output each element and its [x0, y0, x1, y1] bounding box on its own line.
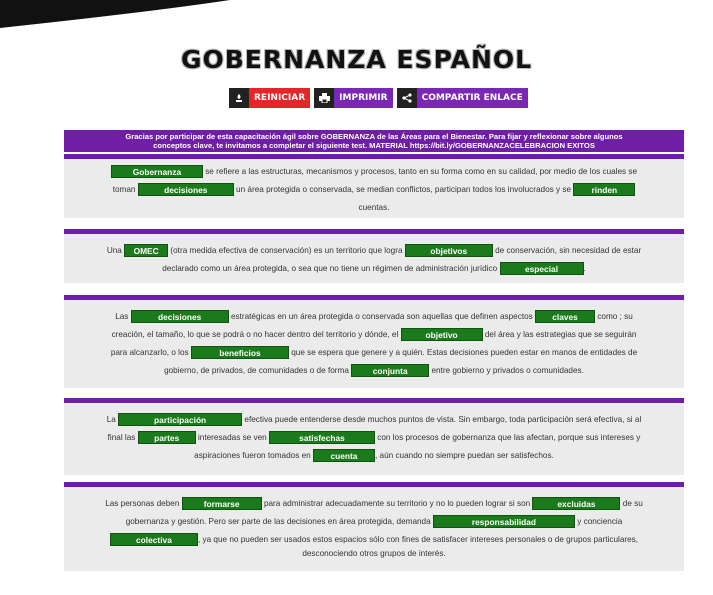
card-text: y conciencia	[577, 517, 623, 526]
intro-line: Gracias por participar de esta capacitación ágil sobre GOBERNANZA de las Áreas para el Bienestar. Para fijar y reflexionar sobre algunos	[125, 132, 623, 141]
card-text: estratégicas en un área protegida o conservada son aquellas que definen aspectos	[230, 312, 533, 321]
card-text: de conservación, sin necesidad de estar	[495, 246, 642, 255]
card-text: un área protegida o conservada, se median conflictos, participan todos los involucrados y se	[236, 185, 572, 194]
card-text: para administrar adecuadamente su territorio y no lo pueden lograr si son	[263, 499, 531, 508]
card-text: gobierno, de privados, de comunidades o de forma	[164, 366, 349, 375]
card-text: cuentas.	[358, 203, 390, 212]
card-text: aspiraciones fueron tomados en	[194, 451, 311, 460]
card-text: que se espera que genere y a quién. Estas decisiones pueden estar en manos de entidades de	[291, 348, 638, 357]
card-text: entre gobierno y privados o comunidades.	[431, 366, 584, 375]
card-text: Una	[106, 246, 122, 255]
card-text: gobernanza y gestión. Pero ser parte de las decisiones en área protegida, demanda	[125, 517, 431, 526]
answer-blank[interactable]: decisiones	[131, 310, 229, 323]
answer-blank[interactable]: claves	[535, 310, 595, 323]
card-text: interesadas se ven	[197, 433, 267, 442]
answer-blank[interactable]: rinden	[573, 183, 635, 196]
answer-blank[interactable]: formarse	[182, 497, 262, 510]
card-text: del área y las estrategias que se seguirán	[484, 330, 637, 339]
answer-blank[interactable]: colectiva	[110, 533, 198, 546]
print-button[interactable]	[314, 88, 392, 108]
share-link-button[interactable]	[397, 88, 528, 108]
card-text: como ; su	[597, 312, 633, 321]
answer-blank[interactable]: especial	[500, 262, 584, 275]
answer-blank[interactable]: Gobernanza	[111, 165, 203, 178]
card-text: .	[583, 264, 586, 273]
answer-blank[interactable]: objetivo	[401, 328, 483, 341]
card-text: , aún cuando no siempre puedan ser satisfechos.	[374, 451, 554, 460]
answer-blank[interactable]: responsabilidad	[433, 515, 575, 528]
card-text: efectiva puede entenderse desde muchos puntos de vista. Sin embargo, toda participación será efectiva, si al	[244, 415, 642, 424]
print-button-label: IMPRIMIR	[334, 88, 392, 108]
question-card-5	[64, 482, 684, 571]
answer-blank[interactable]: partes	[138, 431, 196, 444]
card-text: , ya que no pueden ser usados estos espacios sólo con fines de satisfacer intereses personales o de grupos particulares,	[197, 535, 639, 544]
card-text: para alcanzarlo, o los	[110, 348, 189, 357]
answer-blank[interactable]: cuenta	[313, 449, 375, 462]
intro-line: conceptos clave, te invitamos a completar el siguiente test. MATERIAL https://bit.ly/GOBERNANZACELEBRACION EXITOS	[153, 141, 595, 150]
card-text: con los procesos de gobernanza que las afectan, porque sus intereses y	[377, 433, 641, 442]
answer-blank[interactable]: objetivos	[405, 244, 493, 257]
card-text: se refiere a las estructuras, mecanismos y procesos, tanto en su forma como en su calidad, por medio de los cuales se	[205, 167, 638, 176]
reset-button-label: REINICIAR	[249, 88, 310, 108]
answer-blank[interactable]: OMEC	[124, 244, 168, 257]
answer-blank[interactable]: beneficios	[191, 346, 289, 359]
answer-blank[interactable]: conjunta	[351, 364, 429, 377]
intro-banner	[64, 130, 684, 152]
card-text: de su	[622, 499, 643, 508]
question-card-2	[64, 229, 684, 283]
card-text: toman	[112, 185, 136, 194]
card-text: creación, el tamaño, lo que se podrá o no hacer dentro del territorio y dónde, el	[111, 330, 399, 339]
answer-blank[interactable]: participación	[118, 413, 242, 426]
answer-blank[interactable]: decisiones	[138, 183, 234, 196]
card-text: final las	[107, 433, 136, 442]
print-icon	[314, 88, 334, 108]
question-card-3	[64, 295, 684, 388]
page-title: GOBERNANZA ESPAÑOL	[180, 45, 533, 74]
answer-blank[interactable]: excluidas	[532, 497, 620, 510]
question-card-4	[64, 398, 684, 475]
share-icon	[397, 88, 417, 108]
card-text: declarado como un área protegida, o sea que no tiene un régimen de administración jurídico	[162, 264, 498, 273]
decorative-swoosh	[0, 0, 230, 30]
answer-blank[interactable]: satisfechas	[269, 431, 375, 444]
question-card-1	[64, 154, 684, 218]
toolbar	[229, 88, 528, 108]
card-text: La	[106, 415, 116, 424]
card-text: Las personas deben	[105, 499, 180, 508]
reset-icon	[229, 88, 249, 108]
reset-button[interactable]	[229, 88, 310, 108]
share-button-label: COMPARTIR ENLACE	[417, 88, 528, 108]
card-text: desconociendo otros grupos de interés.	[302, 549, 446, 558]
card-text: Las	[115, 312, 129, 321]
card-text: (otra medida efectiva de conservación) es un territorio que logra	[170, 246, 403, 255]
